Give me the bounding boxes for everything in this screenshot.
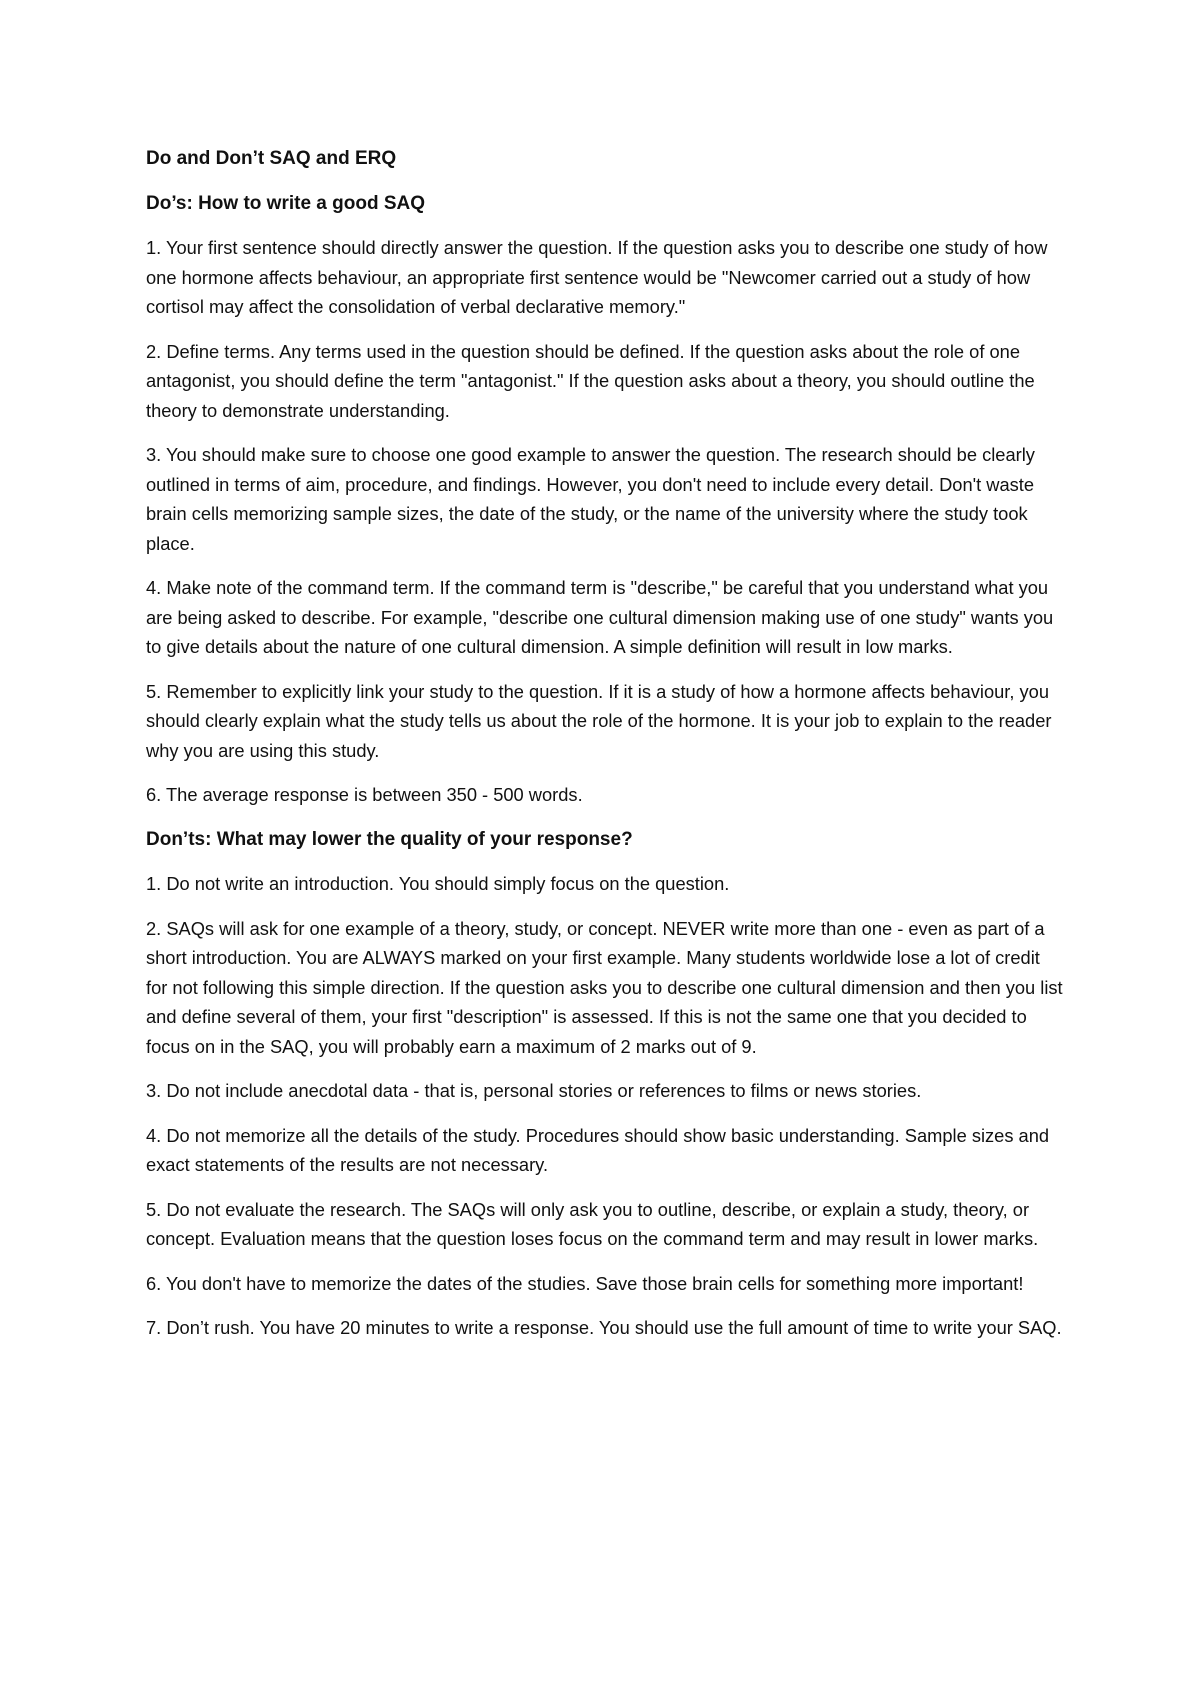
donts-item-5: 5. Do not evaluate the research. The SAQs will only ask you to outline, describe, or explain a study, theory, or concept. Evaluation means that the question loses focus on the command term and may result in lower marks.: [146, 1198, 1039, 1249]
dos-item-6: 6. The average response is between 350 - 500 words.: [146, 784, 583, 805]
donts-item-7: 7. Don’t rush. You have 20 minutes to write a response. You should use the full amount of time to write your SAQ.: [146, 1317, 1062, 1338]
donts-item-3: 3. Do not include anecdotal data - that is, personal stories or references to films or news stories.: [146, 1080, 922, 1101]
donts-item-1: 1. Do not write an introduction. You should simply focus on the question.: [146, 873, 730, 894]
dos-item-2: 2. Define terms. Any terms used in the question should be defined. If the question asks about the role of one antagonist, you should define the term "antagonist." If the question asks about a theory, you should outline the theory to demonstrate understanding.: [146, 340, 1035, 421]
dos-heading: Do’s: How to write a good SAQ: [146, 192, 426, 214]
dos-item-4: 4. Make note of the command term. If the command term is "describe," be careful that you understand what you are being asked to describe. For example, "describe one cultural dimension making use of one study" wants you to give details about the nature of one cultural dimension. A simple definition will result in low marks.: [146, 577, 1054, 657]
dos-item-3: 3. You should make sure to choose one good example to answer the question. The research should be clearly outlined in terms of aim, procedure, and findings. However, you don't need to include every detail. Don't waste brain cells memorizing sample sizes, the date of the study, or the name of the university where the study took place.: [146, 444, 1035, 554]
document-page: [146, 144, 1066, 1358]
donts-item-6: 6. You don't have to memorize the dates of the studies. Save those brain cells for something more important!: [146, 1272, 1024, 1294]
dos-item-1: 1. Your first sentence should directly answer the question. If the question asks you to describe one study of how one hormone affects behaviour, an appropriate first sentence would be "Newcomer carried out a study of how cortisol may affect the consolidation of verbal declarative memory.": [146, 237, 1048, 317]
donts-item-2: 2. SAQs will ask for one example of a theory, study, or concept. NEVER write more than one - even as part of a short introduction. You are ALWAYS marked on your first example. Many students worldwide lose a lot of credit for not following this simple direction. If the question asks you to describe one cultural dimension and then you list and define several of them, your first "description" is assessed. If this is not the same one that you decided to focus on in the SAQ, you will probably earn a maximum of 2 marks out of 9.: [146, 917, 1063, 1057]
dos-item-5: 5. Remember to explicitly link your study to the question. If it is a study of how a hormone affects behaviour, you should clearly explain what the study tells us about the role of the hormone. It is your job to explain to the reader why you are using this study.: [146, 680, 1052, 761]
document-title: Do and Don’t SAQ and ERQ: [146, 148, 397, 169]
donts-item-4: 4. Do not memorize all the details of the study. Procedures should show basic understanding. Sample sizes and exact statements of the results are not necessary.: [146, 1124, 1050, 1175]
donts-heading: Don’ts: What may lower the quality of your response?: [146, 828, 633, 850]
